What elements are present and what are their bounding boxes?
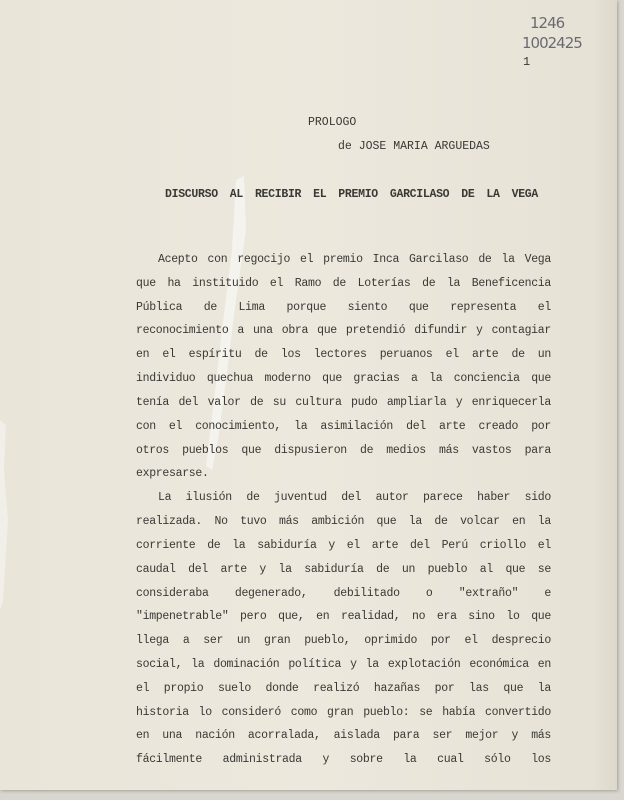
text-line: individuo quechua moderno que gracias a la conciencia que bbox=[136, 372, 551, 385]
text-line: reconocimiento a una obra que pretendió difundir y contagiar bbox=[136, 324, 551, 337]
text-line: corriente de la sabiduría y el arte del Perú criollo el bbox=[136, 539, 551, 552]
text-line: llega a ser un gran pueblo, oprimido por el desprecio bbox=[136, 634, 551, 647]
page-number: 1 bbox=[523, 55, 531, 69]
handwritten-reference: 1246 bbox=[530, 14, 565, 32]
text-line: tenía del valor de su cultura pudo ampliarla y enriquecerla bbox=[136, 396, 551, 409]
text-line: La ilusión de juventud del autor parece haber sido bbox=[158, 491, 551, 504]
text-line: con el conocimiento, la asimilación del arte creado por bbox=[136, 420, 551, 433]
document-title: DISCURSO AL RECIBIR EL PREMIO GARCILASO DE LA VEGA bbox=[165, 188, 538, 201]
text-line: el propio suelo donde realizó hazañas por las que la bbox=[136, 682, 551, 695]
text-line: en el espíritu de los lectores peruanos el arte de un bbox=[136, 348, 551, 361]
text-line: fácilmente administrada y sobre la cual sólo los bbox=[136, 753, 551, 766]
text-line: que ha instituido el Ramo de Loterías de la Beneficencia bbox=[136, 277, 551, 290]
text-line: otros pueblos que dispusieron de medios más vastos para bbox=[136, 444, 551, 457]
text-line: realizada. No tuvo más ambición que la de volcar en la bbox=[136, 515, 551, 528]
handwritten-catalog-number: 1002425 bbox=[522, 34, 582, 52]
byline: de JOSE MARIA ARGUEDAS bbox=[338, 140, 490, 153]
text-line: Pública de Lima porque siento que representa el bbox=[136, 301, 551, 314]
text-line: caudal del arte y la sabiduría de un pueblo al que se bbox=[136, 563, 551, 576]
text-line: social, la dominación política y la explotación económica en bbox=[136, 658, 551, 671]
text-line: consideraba degenerado, debilitado o "extraño" e bbox=[136, 587, 551, 600]
heading: PROLOGO bbox=[308, 116, 357, 129]
text-line: historia lo consideró como gran pueblo: se había convertido bbox=[136, 706, 551, 719]
text-line: expresarse. bbox=[136, 467, 209, 480]
text-line: "impenetrable" pero que, en realidad, no era sino lo que bbox=[136, 610, 551, 623]
text-line: en una nación acorralada, aislada para ser mejor y más bbox=[136, 729, 551, 742]
text-line: Acepto con regocijo el premio Inca Garcilaso de la Vega bbox=[158, 253, 551, 266]
